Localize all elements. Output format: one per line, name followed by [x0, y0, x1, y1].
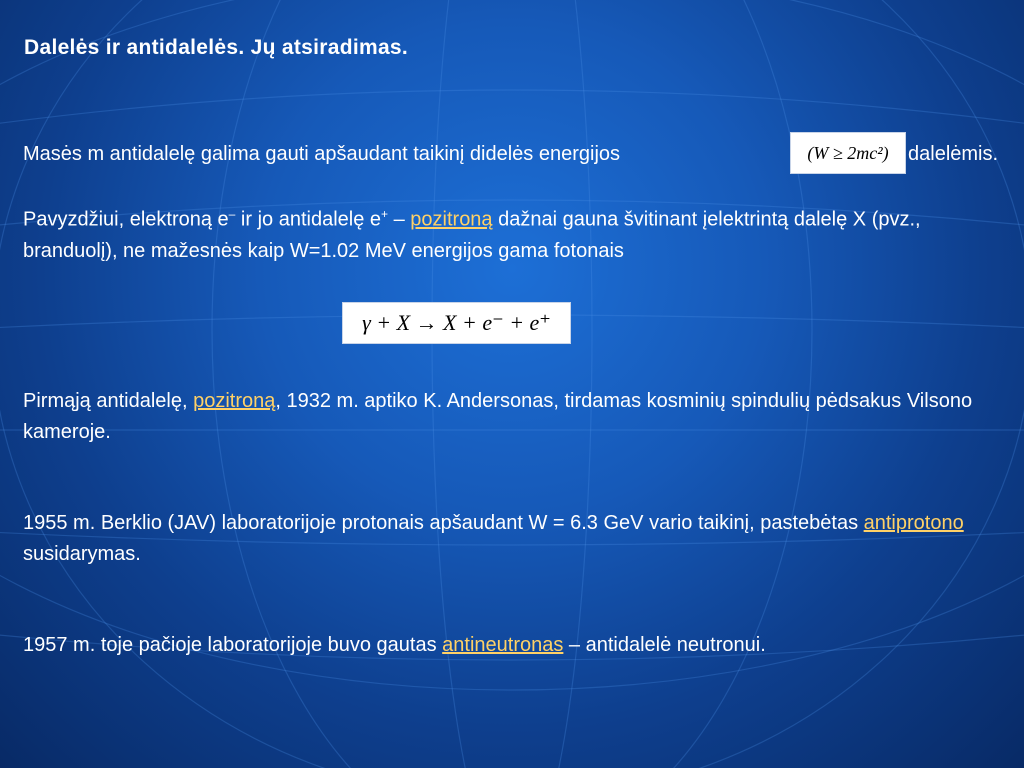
paragraph-pair-production: [23, 199, 1013, 267]
link-pozitrona-2[interactable]: pozitroną: [193, 390, 276, 412]
link-antiprotono[interactable]: antiprotono: [863, 512, 964, 534]
p3-text-after: , 1932 m. aptiko K. Andersonas, tirdamas kosminių spindulių pėdsakus Vilsono kameroje.: [23, 390, 973, 443]
paragraph-antiproton: [23, 508, 1013, 570]
p5-text-after: – antidalelė neutronui.: [563, 634, 766, 656]
p4-text-before: 1955 m. Berklio (JAV) laboratorijoje protonais apšaudant W = 6.3 GeV vario taikinį, pastebėtas: [23, 512, 864, 534]
positron-plus-sup: +: [381, 207, 389, 221]
electron-minus-sup: –: [228, 207, 236, 221]
paragraph-antineutron: [23, 630, 1013, 661]
link-pozitrona-1[interactable]: pozitroną: [410, 208, 493, 231]
p1-text-after: dalelėmis.: [908, 143, 999, 165]
p4-text-after: susidarymas.: [23, 543, 141, 565]
energy-condition-formula: (W ≥ 2mc²): [790, 132, 906, 174]
p2-text-3: –: [388, 208, 411, 231]
p5-text-before: 1957 m. toje pačioje laboratorijoje buvo gautas: [23, 634, 443, 656]
p3-text-before: Pirmąją antidalelę,: [23, 390, 194, 412]
reaction-equation: γ + X → X + e⁻ + e⁺: [342, 302, 571, 344]
p2-text-4: dažnai gauna švitinant įelektrintą dalelę X (pvz., branduolį), ne mažesnės kaip W=1.02 MeV energijos gama fotonais: [23, 208, 921, 262]
slide-title: Dalelės ir antidalelės. Jų atsiradimas.: [24, 36, 409, 59]
p2-text-1: Pavyzdžiui, elektroną e: [23, 208, 229, 231]
p2-text-2: ir jo antidalelę e: [235, 208, 382, 231]
paragraph-anderson-discovery: [23, 386, 1013, 448]
link-antineutronas[interactable]: antineutronas: [442, 634, 564, 656]
p1-text-before: Masės m antidalelę galima gauti apšaudant taikinį didelės energijos: [23, 143, 621, 165]
